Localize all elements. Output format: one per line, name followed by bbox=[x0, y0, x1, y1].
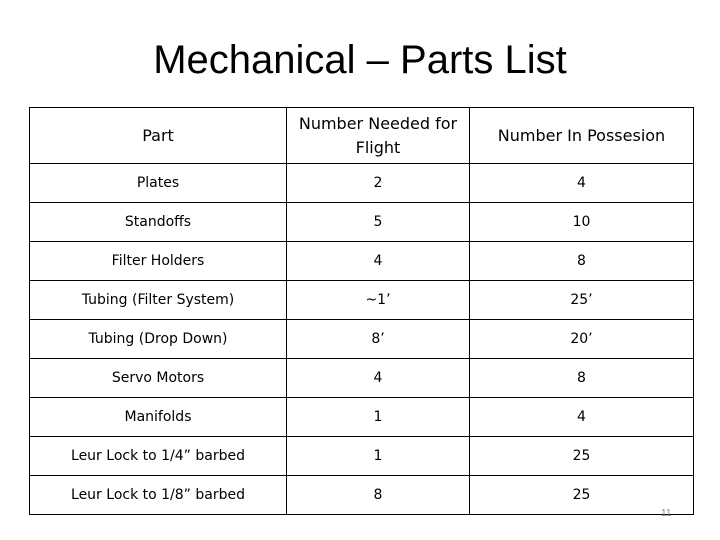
cell-possession: 25’ bbox=[470, 281, 694, 320]
table-row bbox=[30, 281, 694, 320]
cell-part: Standoffs bbox=[30, 203, 287, 242]
cell-possession: 8 bbox=[470, 359, 694, 398]
table-row bbox=[30, 437, 694, 476]
cell-possession: 25 bbox=[470, 437, 694, 476]
cell-needed: 1 bbox=[287, 437, 470, 476]
cell-part: Manifolds bbox=[30, 398, 287, 437]
cell-part: Leur Lock to 1/8” barbed bbox=[30, 476, 287, 515]
column-header-possession: Number In Possesion bbox=[470, 108, 694, 164]
table-row bbox=[30, 164, 694, 203]
table-row bbox=[30, 203, 694, 242]
cell-possession: 10 bbox=[470, 203, 694, 242]
table-row bbox=[30, 242, 694, 281]
table-row bbox=[30, 320, 694, 359]
cell-needed: 5 bbox=[287, 203, 470, 242]
cell-part: Plates bbox=[30, 164, 287, 203]
cell-needed: ~1’ bbox=[287, 281, 470, 320]
cell-part: Leur Lock to 1/4” barbed bbox=[30, 437, 287, 476]
table-header-row bbox=[30, 108, 694, 164]
table-row bbox=[30, 359, 694, 398]
cell-possession: 20’ bbox=[470, 320, 694, 359]
cell-needed: 4 bbox=[287, 242, 470, 281]
cell-needed: 2 bbox=[287, 164, 470, 203]
slide-title: Mechanical – Parts List bbox=[153, 38, 567, 82]
table-row bbox=[30, 398, 694, 437]
parts-table bbox=[29, 107, 694, 515]
cell-part: Tubing (Filter System) bbox=[30, 281, 287, 320]
column-header-part: Part bbox=[30, 108, 287, 164]
column-header-needed: Number Needed for Flight bbox=[287, 108, 470, 164]
cell-needed: 1 bbox=[287, 398, 470, 437]
cell-part: Servo Motors bbox=[30, 359, 287, 398]
cell-possession: 4 bbox=[470, 398, 694, 437]
cell-needed: 4 bbox=[287, 359, 470, 398]
cell-part: Tubing (Drop Down) bbox=[30, 320, 287, 359]
cell-possession: 25 bbox=[470, 476, 694, 515]
cell-needed: 8’ bbox=[287, 320, 470, 359]
table-row bbox=[30, 476, 694, 515]
cell-possession: 8 bbox=[470, 242, 694, 281]
cell-part: Filter Holders bbox=[30, 242, 287, 281]
page-number: 11 bbox=[661, 508, 672, 519]
cell-possession: 4 bbox=[470, 164, 694, 203]
cell-needed: 8 bbox=[287, 476, 470, 515]
